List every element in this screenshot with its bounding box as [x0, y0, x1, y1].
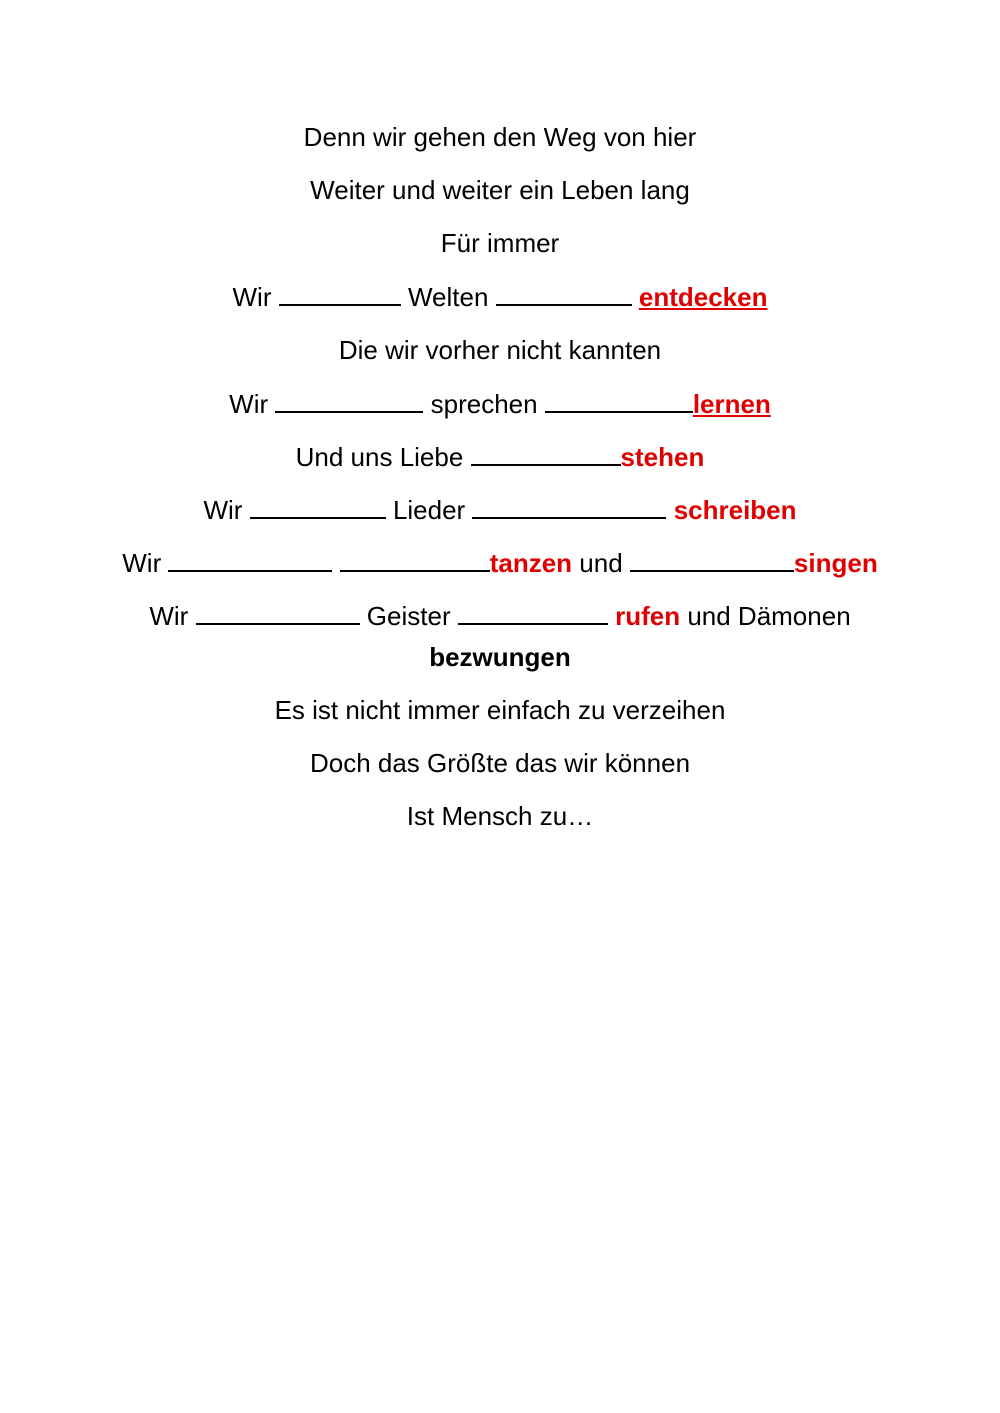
lyric-text: und Dämonen [687, 601, 851, 631]
fill-in-blank[interactable] [196, 601, 360, 625]
lyric-line-3 [0, 228, 1000, 258]
lyric-text: Wir [122, 548, 162, 578]
lyric-line-4 [0, 282, 1000, 312]
fill-in-blank[interactable] [168, 548, 332, 572]
answer-word: tanzen [489, 548, 573, 578]
lyric-line-6 [0, 389, 1000, 419]
lyric-text: Es ist nicht immer einfach zu verzeihen [274, 695, 726, 725]
lyric-text: Die wir vorher nicht kannten [338, 335, 662, 365]
lyric-line-10 [0, 601, 1000, 631]
fill-in-blank[interactable] [279, 282, 401, 306]
fill-in-blank[interactable] [471, 442, 621, 466]
lyric-text: Doch das Größte das wir können [309, 748, 691, 778]
lyric-line-13 [0, 748, 1000, 778]
lyric-text: Welten [407, 282, 489, 312]
lyric-text: Denn wir gehen den Weg von hier [303, 122, 697, 152]
lyric-line-1 [0, 122, 1000, 152]
lyric-line-2 [0, 175, 1000, 205]
fill-in-blank[interactable] [496, 282, 632, 306]
answer-word: schreiben [673, 495, 797, 525]
fill-in-blank[interactable] [545, 389, 693, 413]
lyric-text: Für immer [440, 228, 560, 258]
lyric-text: sprechen [430, 389, 538, 419]
fill-in-blank[interactable] [472, 495, 666, 519]
lyric-text: und [579, 548, 623, 578]
lyric-line-14 [0, 801, 1000, 831]
lyric-text: Und uns Liebe [295, 442, 464, 472]
fill-in-blank[interactable] [275, 389, 423, 413]
answer-word: singen [793, 548, 878, 578]
answer-word: lernen [692, 389, 771, 419]
lyric-line-7 [0, 442, 1000, 472]
lyric-text: Ist Mensch zu… [406, 801, 594, 831]
lyric-text-bold: bezwungen [429, 642, 571, 672]
fill-in-blank[interactable] [340, 548, 490, 572]
lyric-line-5 [0, 335, 1000, 365]
lyric-line-12 [0, 695, 1000, 725]
lyric-line-8 [0, 495, 1000, 525]
lyric-text: Geister [366, 601, 451, 631]
lyric-text: Wir [229, 389, 269, 419]
lyric-text: Wir [149, 601, 189, 631]
lyric-text: Weiter und weiter ein Leben lang [310, 175, 690, 205]
fill-in-blank[interactable] [250, 495, 386, 519]
fill-in-blank[interactable] [630, 548, 794, 572]
lyric-text: Lieder [392, 495, 466, 525]
answer-word: rufen [615, 601, 681, 631]
lyric-line-9 [0, 548, 1000, 578]
answer-word: stehen [620, 442, 705, 472]
lyric-text: Wir [203, 495, 243, 525]
lyric-line-11 [0, 642, 1000, 672]
answer-word: entdecken [638, 282, 768, 312]
lyric-text: Wir [232, 282, 272, 312]
fill-in-blank[interactable] [458, 601, 608, 625]
